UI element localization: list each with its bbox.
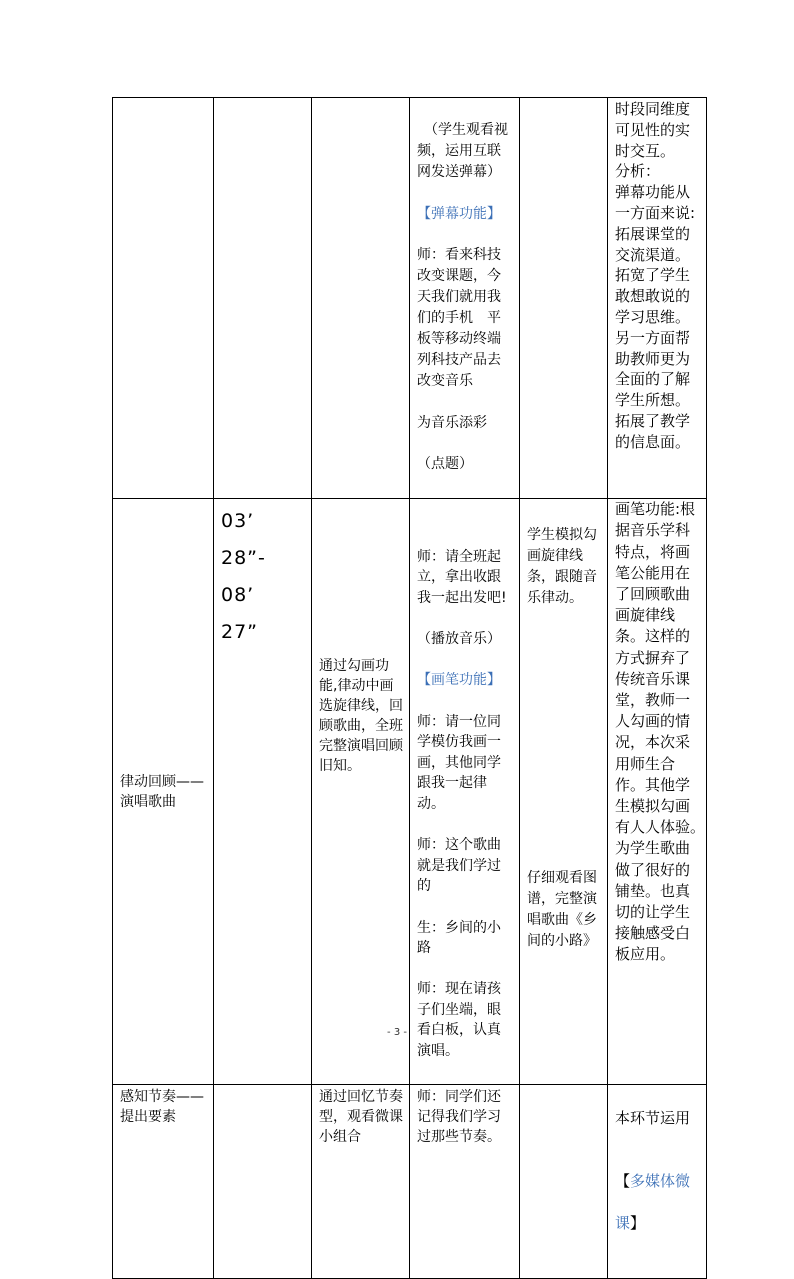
analysis-cell (608, 1085, 707, 1279)
teacher-line: 师：现在请孩子们坐端，眼看白板，认真演唱。 (417, 981, 501, 1060)
time-start-minutes: 03’ (221, 510, 255, 533)
table-row (113, 98, 707, 499)
student-activity-top: 学生模拟勾画旋律线条，跟随音乐律动。 (527, 527, 597, 607)
student-activity-cell (520, 98, 608, 499)
student-activity-cell (520, 1085, 608, 1279)
teacher-activity-cell (410, 499, 520, 1085)
table-row (113, 1085, 707, 1279)
stage-cell: 感知节奏——提出要素 (113, 1085, 214, 1279)
analysis-line: 课】 (615, 1214, 646, 1233)
lesson-plan-table (112, 97, 713, 1279)
teacher-line: 师：请一位同学模仿我画一画，其他同学跟我一起律动。 (417, 713, 501, 812)
student-activity-bottom: 仔细观看图谱，完整演唱歌曲《乡间的小路》 (527, 870, 597, 950)
table-row (113, 499, 707, 1085)
time-start-seconds: 28”- (221, 547, 266, 570)
stage-cell (113, 98, 214, 499)
teacher-line-function-tag: 【弹幕功能】 (417, 205, 501, 222)
teacher-line: （学生观看视频，运用互联网发送弹幕） (417, 121, 508, 180)
analysis-cell: 时段同维度可见性的实时交互。 分析： 弹幕功能从一方面来说:拓展课堂的交流渠道。拓宽了学生敢想敢说的学习思维。另一方面帮助教师更为全面的了解学生所想。拓展了教学的信息面。 (608, 98, 707, 499)
time-cell (214, 1085, 312, 1279)
student-activity-cell (520, 499, 608, 1085)
teacher-activity-cell (410, 98, 520, 499)
analysis-line: 本环节运用 (615, 1109, 691, 1128)
teacher-line-function-tag: 【画笔功能】 (417, 672, 501, 689)
stage-cell: 律动回顾——演唱歌曲 (113, 499, 214, 1085)
teacher-line: 师：请全班起立，拿出收跟我一起出发吧! (417, 548, 507, 606)
teacher-line: 生：乡间的小路 (417, 919, 501, 957)
goal-cell: 通过回忆节奏型，观看微课小组合 (312, 1085, 410, 1279)
page-number: - 3 - (387, 1027, 407, 1038)
bracket-open: 【 (615, 1172, 631, 1191)
time-cell (214, 499, 312, 1085)
teacher-line: （播放音乐） (417, 631, 501, 648)
goal-cell: 通过勾画功能,律动中画选旋律线，回顾歌曲，全班完整演唱回顾旧知。 (312, 499, 410, 1085)
time-cell (214, 98, 312, 499)
analysis-line (615, 1150, 700, 1192)
time-end-seconds: 27” (221, 621, 259, 644)
teacher-line: 师：这个歌曲就是我们学过的 (417, 837, 501, 895)
teacher-line: 为音乐添彩 (417, 414, 487, 431)
time-end-minutes: 08’ (221, 584, 255, 607)
goal-cell (312, 98, 410, 499)
teacher-activity-cell: 师：同学们还记得我们学习过那些节奏。 (410, 1085, 520, 1279)
teacher-line: 师：看来科技改变课题，今天我们就用我们的手机 平板等移动终端列科技产品去改变音乐 (417, 247, 501, 389)
teacher-line: （点题） (417, 456, 473, 473)
analysis-cell: 画笔功能:根据音乐学科特点，将画笔公能用在了回顾歌曲画旋律线条。这样的方式摒弃了传统音乐课堂，教师一人勾画的情况，本次采用师生合作。其他学生模拟勾画有人人体验。 为学生歌曲做了很好的铺垫。也真切的让学生接触感受白板应用。 (608, 499, 707, 1085)
multimedia-tag: 多媒体微 (630, 1172, 691, 1191)
